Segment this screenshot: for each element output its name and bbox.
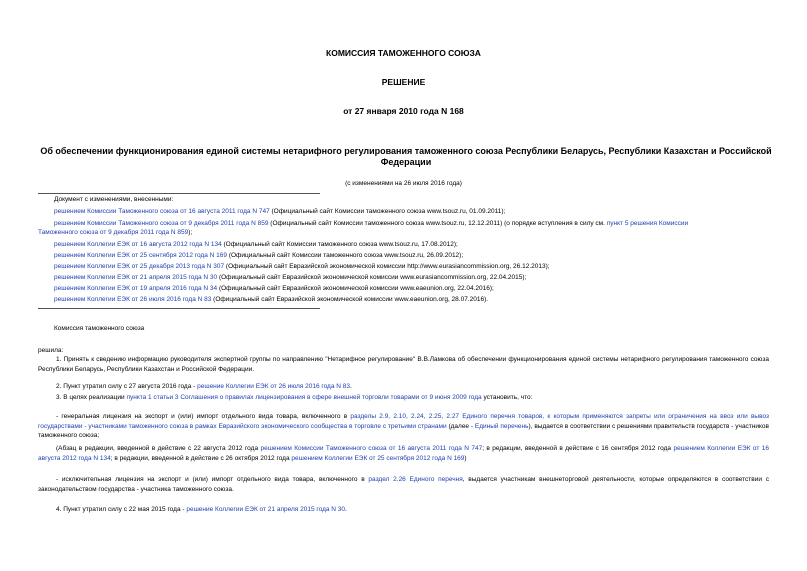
decided-label: решила:: [38, 347, 64, 354]
amendment-link[interactable]: решением Коллегии ЕЭК от 25 декабря 2013 года N 307: [54, 263, 225, 270]
divider-top: [38, 193, 320, 194]
paragraph-2: 2. Пункт утратил силу с 27 августа 2016 года - решение Коллегии ЕЭК от 26 июля 2016 года N 83.: [56, 383, 352, 390]
amendment-link[interactable]: решением Комиссии Таможенного союза от 16 августа 2011 года N 747: [54, 208, 270, 215]
amendment-item: решением Коллегии ЕЭК от 21 апреля 2015 года N 30 (Официальный сайт Евразийской экономической комиссии www.eurasiancommission.org, 22.04.2015);: [54, 274, 527, 281]
amendment-link[interactable]: пункт 5 решения Комиссии: [606, 220, 689, 227]
decision-link[interactable]: решением Коллегии ЕЭК от 16 августа 2012 года N 134: [38, 445, 770, 462]
amendment-item-continued: Таможенного союза от 9 декабря 2011 года N 859);: [38, 229, 193, 236]
amendment-link[interactable]: решением Комиссии Таможенного союза от 9 декабря 2011 года N 859: [54, 220, 269, 227]
exclusive-license-clause: - исключительная лицензия на экспорт и (или) импорт отдельного вида товара, включенного в раздел 2.26 Единого перечня, выдается участникам внешнеторговой деятельности, которые определяются в соответствии с законодательством государства - участника таможенного союза.: [38, 476, 769, 493]
unified-list-section-link[interactable]: раздел 2.26 Единого перечня: [368, 476, 463, 483]
amendment-link[interactable]: решением Коллегии ЕЭК от 19 апреля 2016 года N 34: [54, 285, 218, 292]
amendment-item: решением Коллегии ЕЭК от 25 декабря 2013 года N 307 (Официальный сайт Евразийской экономической комиссии http://www.eurasiancommission.org, 26.12.2013);: [54, 263, 550, 270]
issuing-body: Комиссия таможенного союза: [54, 325, 145, 332]
amendment-item: решением Комиссии Таможенного союза от 16 августа 2011 года N 747 (Официальный сайт Комиссии таможенного союза www.tsouz.ru, 01.09.2011);: [54, 208, 506, 215]
amendment-link[interactable]: решением Коллегии ЕЭК от 25 сентября 2012 года N 169: [54, 252, 228, 259]
paragraph-1: 1. Принять к сведению информацию руководителя экспертной группы по направлению "Нетарифное регулирование" В.В.Ламкова об обеспечении функционирования единой системы нетарифного регулирования таможенного союза Республики Беларусь, Республики Казахстан и Российской Федерации.: [38, 356, 769, 373]
amendment-link[interactable]: решением Коллегии ЕЭК от 21 апреля 2015 года N 30: [54, 274, 218, 281]
unified-list-sections-link[interactable]: разделы 2.9, 2.10, 2.24, 2.25, 2.27 Единого перечня товаров, к которым применяются запреты или ограничения на ввоз или вывоз государствами - участниками таможенного союза в рамках Евразийского экономического сообщества в торговле с третьими странами: [38, 413, 770, 430]
agreement-link[interactable]: пункта 1 статьи 3 Соглашения о правилах лицензирования в сфере внешней торговли товарами от 9 июня 2009 года: [126, 394, 482, 401]
amendment-note: (Абзац в редакции, введенной в действие с 22 августа 2012 года решением Комиссии Таможенного союза от 16 августа 2011 года N 747; в редакции, введенной в действие с 16 сентября 2012 года решением Коллегии ЕЭК от 16 августа 2012 года N 134; в редакции, введенной в действие с 26 октября 2012 года решением Коллегии ЕЭК от 25 сентября 2012 года N 169): [38, 445, 770, 462]
amendment-item: решением Коллегии ЕЭК от 26 июля 2016 года N 83 (Официальный сайт Евразийской экономической комиссии www.eaeunion.org, 28.07.2016).: [54, 296, 489, 303]
decision-link[interactable]: решение Коллегии ЕЭК от 26 июля 2016 года N 83: [197, 383, 351, 390]
amendment-link[interactable]: решением Коллегии ЕЭК от 16 августа 2012 года N 134: [54, 241, 222, 248]
amendment-item: решением Коллегии ЕЭК от 19 апреля 2016 года N 34 (Официальный сайт Евразийской экономической комиссии www.eaeunion.org, 22.04.2016);: [54, 285, 494, 292]
decision-link[interactable]: решением Комиссии Таможенного союза от 16 августа 2011 года N 747: [260, 445, 483, 452]
unified-list-link[interactable]: Единый перечень: [474, 422, 529, 430]
amendment-item: решением Коллегии ЕЭК от 16 августа 2012 года N 134 (Официальный сайт Комиссии таможенного союза www.tsouz.ru, 17.08.2012);: [54, 241, 458, 248]
issuer-heading: КОМИССИЯ ТАМОЖЕННОГО СОЮЗА: [326, 48, 481, 58]
decision-link[interactable]: решением Коллегии ЕЭК от 25 сентября 2012 года N 169: [291, 454, 465, 462]
amendment-item: решением Коллегии ЕЭК от 25 сентября 2012 года N 169 (Официальный сайт Комиссии таможенного союза www.tsouz.ru, 26.09.2012);: [54, 252, 464, 259]
divider-bottom: [38, 308, 320, 309]
document-date-number: от 27 января 2010 года N 168: [343, 106, 464, 116]
paragraph-3: 3. В целях реализации пункта 1 статьи 3 Соглашения о правилах лицензирования в сфере внешней торговли товарами от 9 июня 2009 года установить, что:: [56, 394, 533, 401]
amendment-item: решением Комиссии Таможенного союза от 9 декабря 2011 года N 859 (Официальный сайт Комиссии таможенного союза www.tsouz.ru, 12.12.2011) (о порядке вступления в силу см. пункт 5 решения Комиссии: [54, 220, 689, 227]
amendments-intro: Документ с изменениями, внесенными:: [54, 196, 174, 203]
document-title: Об обеспечении функционирования единой системы нетарифного регулирования таможенного союза Республики Беларусь, Республики Казахстан и Российской Федерации: [40, 146, 772, 167]
amendment-link[interactable]: Таможенного союза от 9 декабря 2011 года N 859: [38, 229, 189, 236]
general-license-clause: - генеральная лицензия на экспорт и (или) импорт отдельного вида товара, включенного в разделы 2.9, 2.10, 2.24, 2.25, 2.27 Единого перечня товаров, к которым применяются запреты или ограничения на ввоз или вывоз государствами - участниками таможенного союза в рамках Евразийского экономического сообщества в торговле с третьими странами (далее - Единый перечень), выдается в соответствии с решениями правительств государств - участников таможенного союза;: [38, 413, 770, 439]
decision-link[interactable]: решение Коллегии ЕЭК от 21 апреля 2015 года N 30: [186, 506, 346, 513]
document-type: РЕШЕНИЕ: [381, 77, 426, 87]
amendment-link[interactable]: решением Коллегии ЕЭК от 26 июля 2016 года N 83: [54, 296, 212, 303]
paragraph-4: 4. Пункт утратил силу с 22 мая 2015 года - решение Коллегии ЕЭК от 21 апреля 2015 года N 30.: [56, 506, 347, 513]
revision-note: (с изменениями на 26 июля 2016 года): [345, 180, 462, 187]
